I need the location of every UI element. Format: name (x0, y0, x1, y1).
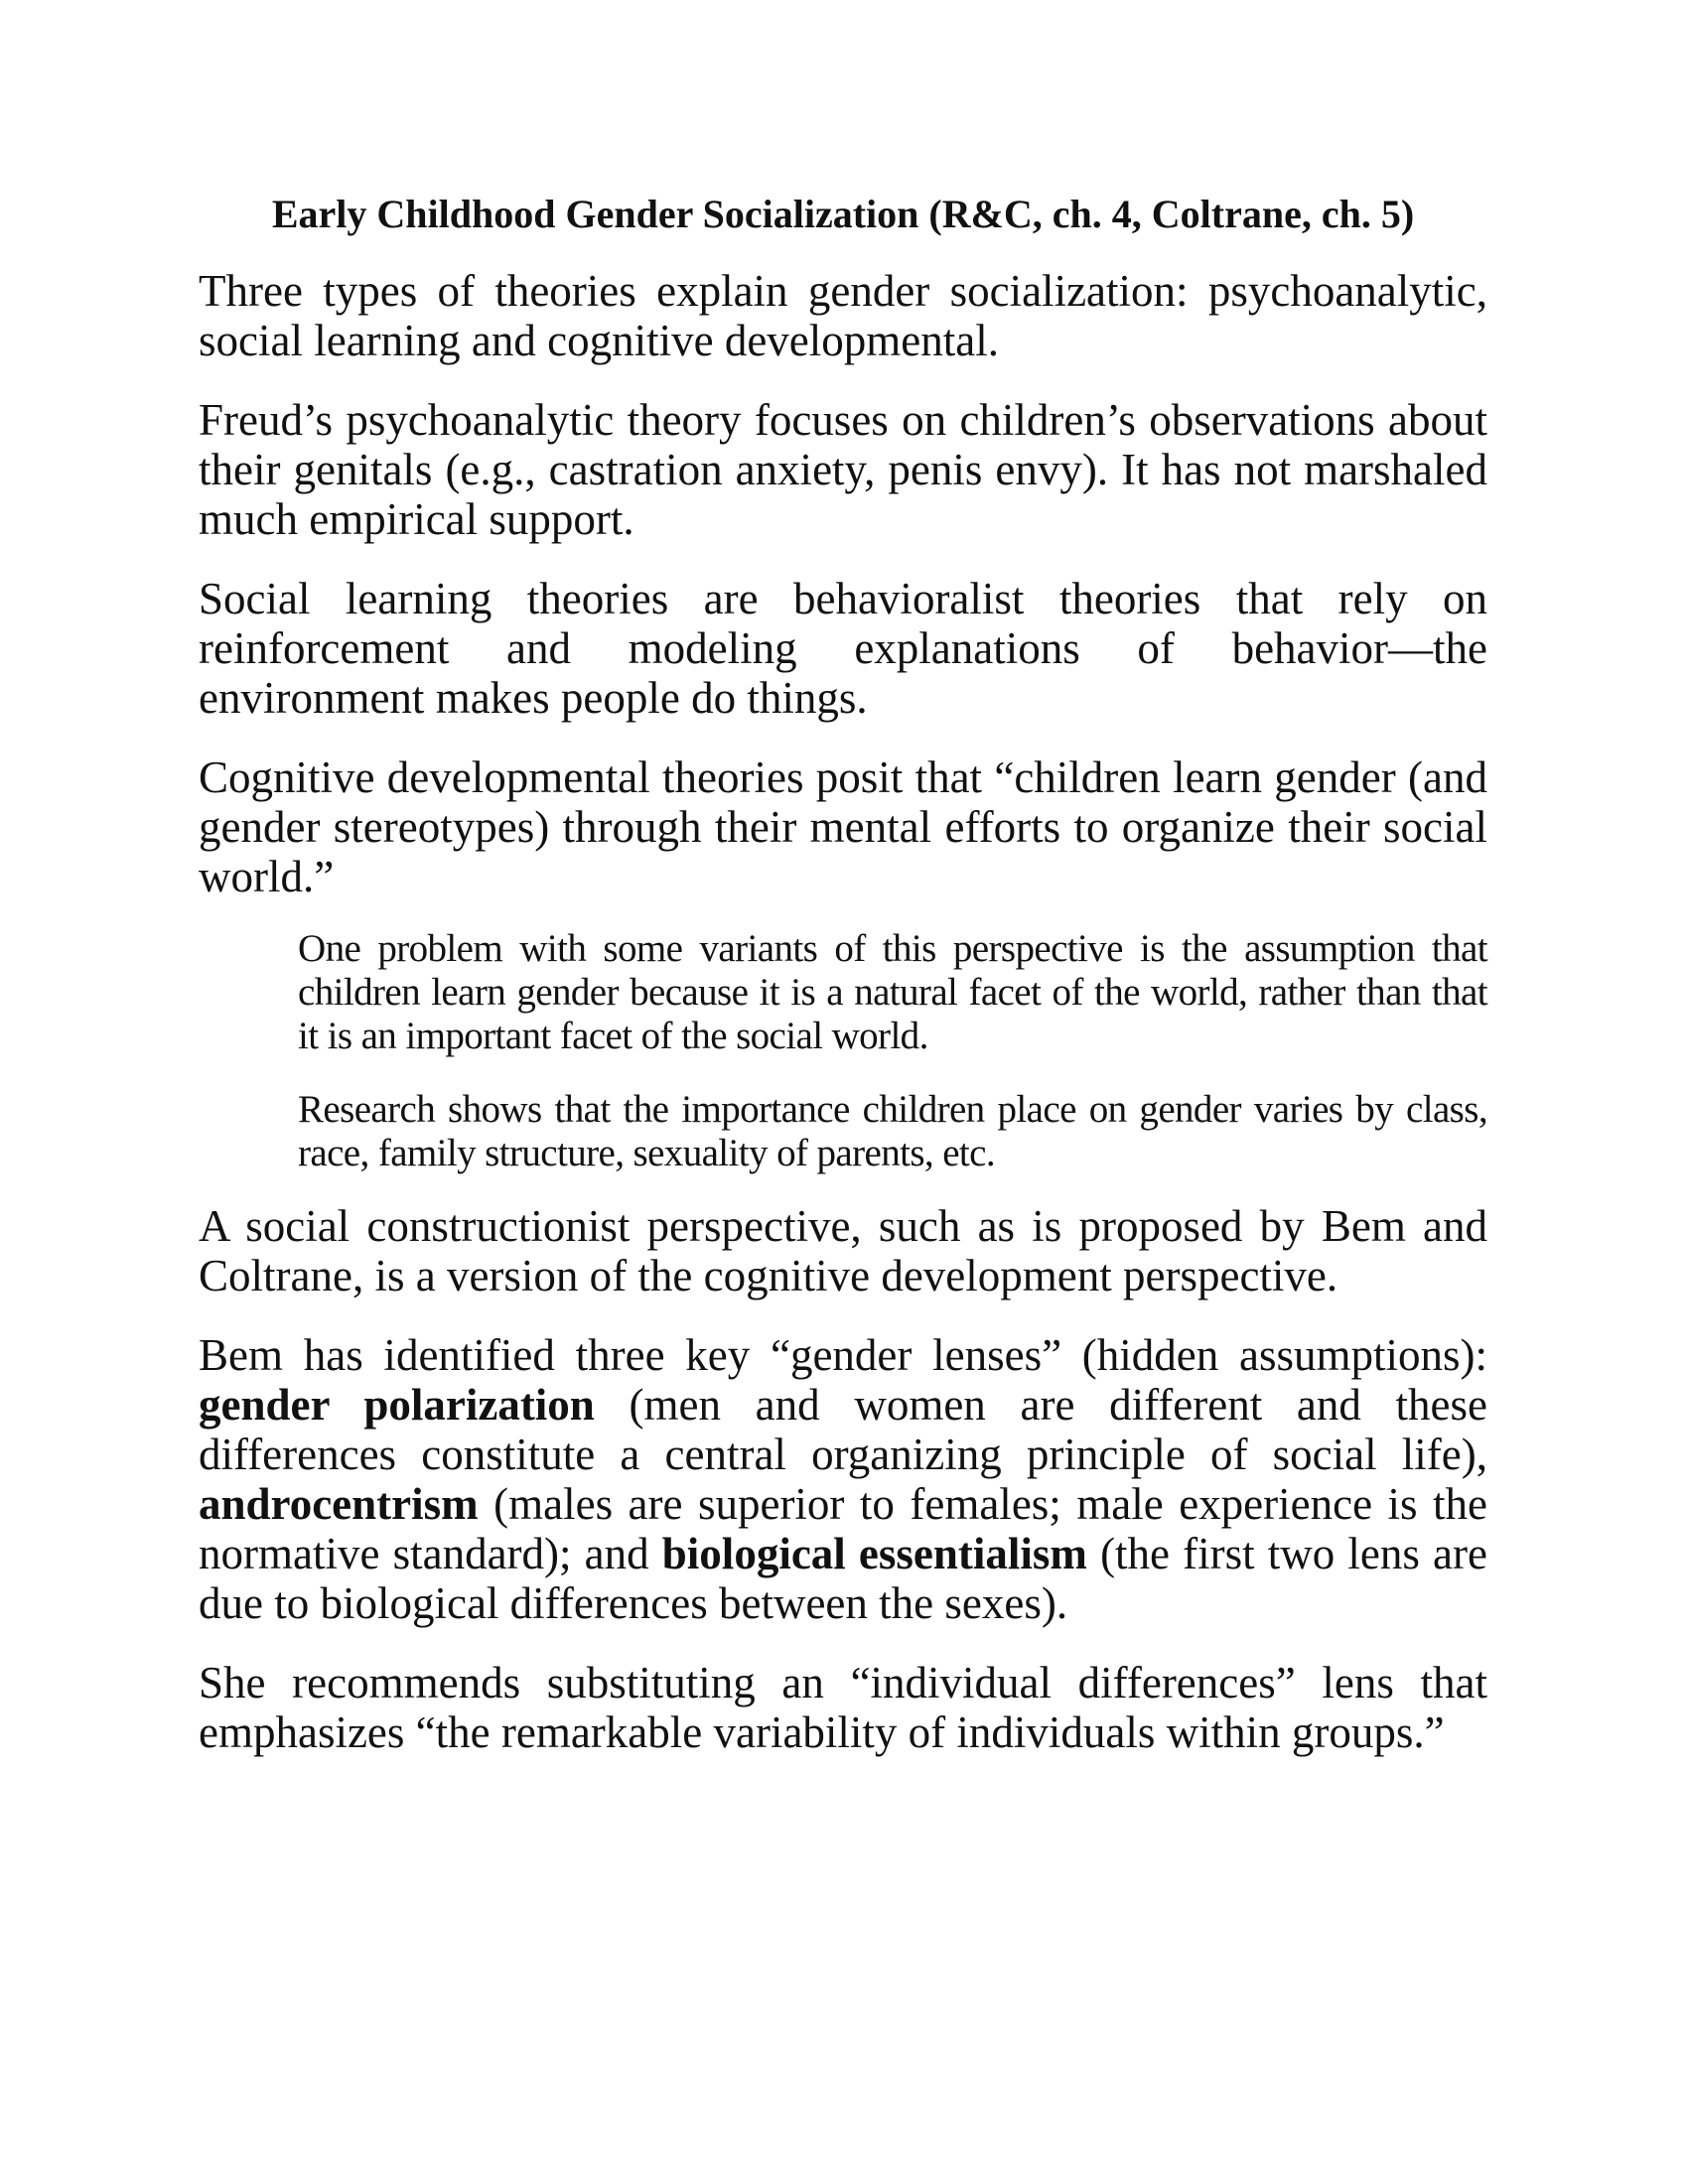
subparagraph-research: Research shows that the importance children place on gender varies by class, race, family structure, sexuality of parents, etc. (298, 1088, 1487, 1174)
page-title: Early Childhood Gender Socialization (R&C, ch. 4, Coltrane, ch. 5) (271, 192, 1415, 236)
term-biological-essentialism: biological essentialism (661, 1529, 1087, 1578)
term-gender-polarization: gender polarization (199, 1380, 595, 1430)
paragraph-social-learning: Social learning theories are behavioralist theories that rely on reinforcement and modeling explanations of behavior—the environment makes people do things. (199, 574, 1487, 723)
paragraph-theory-types: Three types of theories explain gender socialization: psychoanalytic, social learning and cognitive developmental. (199, 266, 1487, 365)
definition-gender-polarization: (men and women are different and these differences constitute a central organizing principle of social life), (199, 1380, 1487, 1479)
definition-androcentrism: (males are superior to females; male experience is the normative standard); and (199, 1479, 1487, 1578)
paragraph-individual-differences: She recommends substituting an “individual differences” lens that emphasizes “the remarkable variability of individuals within groups.” (199, 1658, 1487, 1757)
document-page (199, 191, 1487, 1787)
paragraph-psychoanalytic: Freud’s psychoanalytic theory focuses on children’s observations about their genitals (e.g., castration anxiety, penis envy). It has not marshaled much empirical support. (199, 395, 1487, 544)
paragraph-cognitive-developmental: Cognitive developmental theories posit that “children learn gender (and gender stereotypes) through their mental efforts to organize their social world.” (199, 752, 1487, 901)
subparagraph-problem: One problem with some variants of this perspective is the assumption that children learn gender because it is a natural facet of the world, rather than that it is an important facet of the social world. (298, 927, 1487, 1057)
paragraph-gender-lenses (199, 1330, 1487, 1628)
definition-biological-essentialism: (the first two lens are due to biological differences between the sexes). (199, 1529, 1487, 1628)
lenses-intro: Bem has identified three key “gender lenses” (hidden assumptions): (199, 1330, 1487, 1380)
term-androcentrism: androcentrism (199, 1479, 479, 1529)
paragraph-social-constructionist: A social constructionist perspective, such as is proposed by Bem and Coltrane, is a version of the cognitive development perspective. (199, 1201, 1487, 1300)
